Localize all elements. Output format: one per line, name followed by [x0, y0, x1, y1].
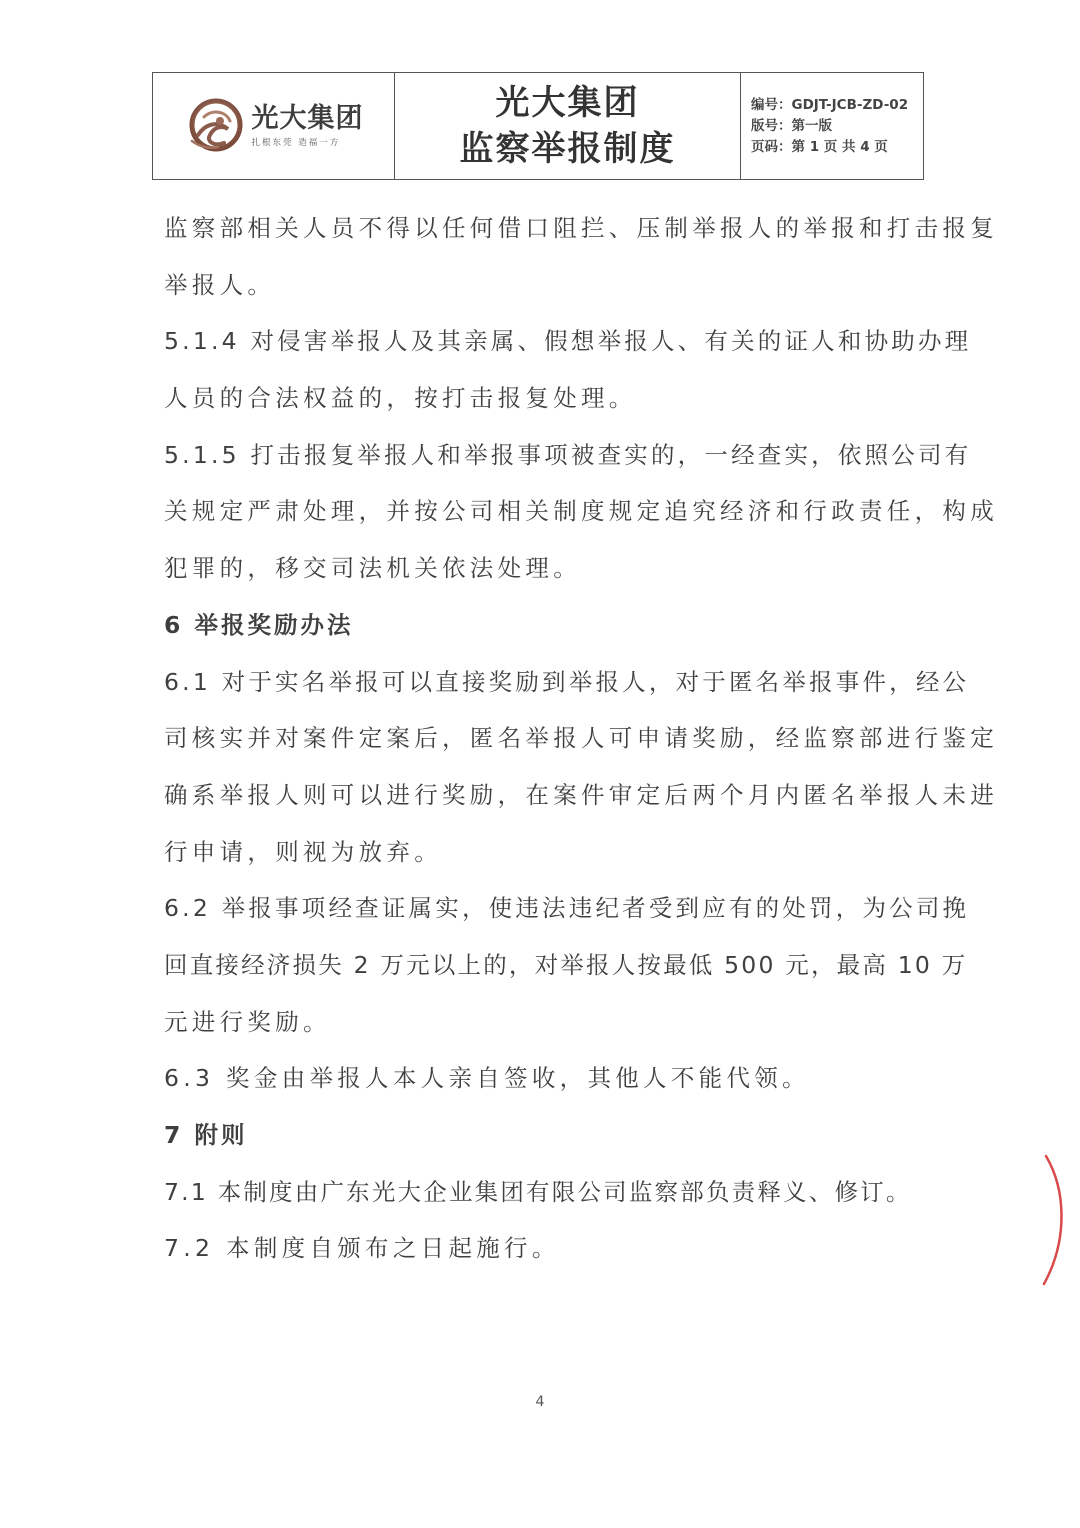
- body-line: 行申请，则视为放弃。: [164, 837, 442, 866]
- body-line: 6.3 奖金由举报人本人亲自签收，其他人不能代领。: [164, 1064, 810, 1093]
- meta-cell: [741, 73, 923, 179]
- title-cell: [395, 73, 741, 179]
- logo-cell: [153, 73, 395, 179]
- body-line: 犯罪的，移交司法机关依法处理。: [164, 554, 581, 583]
- section-heading: 6 举报奖励办法: [164, 610, 354, 639]
- body-line: 5.1.4 对侵害举报人及其亲属、假想举报人、有关的证人和协助办理: [164, 327, 972, 356]
- logo-name: 光大集团: [251, 102, 364, 134]
- body-line: 回直接经济损失 2 万元以上的，对举报人按最低 500 元，最高 10 万: [164, 950, 968, 979]
- body-line: 7.1 本制度由广东光大企业集团有限公司监察部负责释义、修订。: [164, 1177, 912, 1206]
- body-line: 6.2 举报事项经查证属实，使违法违纪者受到应有的处罚，为公司挽: [164, 894, 970, 923]
- seal-edge-mark: [1040, 1150, 1070, 1290]
- page-number: 4: [535, 1394, 545, 1410]
- body-line: 确系举报人则可以进行奖励，在案件审定后两个月内匿名举报人未进: [164, 780, 998, 809]
- body-line: 5.1.5 打击报复举报人和举报事项被查实的，一经查实，依照公司有: [164, 440, 972, 469]
- body-line: 元进行奖励。: [164, 1007, 331, 1036]
- body-line: 监察部相关人员不得以任何借口阻拦、压制举报人的举报和打击报复: [164, 214, 998, 242]
- document-body: [164, 200, 998, 1277]
- body-line: 人员的合法权益的，按打击报复处理。: [164, 384, 637, 413]
- document-title: 监察举报制度: [459, 129, 676, 169]
- doc-version: 版号：第一版: [751, 117, 832, 134]
- body-line: 司核实并对案件定案后，匿名举报人可申请奖励，经监察部进行鉴定: [164, 724, 998, 753]
- body-line: 6.1 对于实名举报可以直接奖励到举报人，对于匿名举报事件，经公: [164, 667, 970, 696]
- body-line: 关规定严肃处理，并按公司相关制度规定追究经济和行政责任，构成: [164, 497, 998, 526]
- company-title: 光大集团: [495, 83, 640, 123]
- doc-number: 编号：GDJT-JCB-ZD-02: [751, 96, 909, 113]
- document-header: [152, 72, 924, 180]
- company-logo-icon: [184, 95, 246, 157]
- logo-slogan: 扎根东莞 造福一方: [251, 138, 341, 149]
- page-info: 页码：第 1 页 共 4 页: [751, 138, 888, 155]
- section-heading: 7 附则: [164, 1121, 248, 1149]
- body-line: 举报人。: [164, 270, 276, 299]
- body-line: 7.2 本制度自颁布之日起施行。: [164, 1234, 560, 1263]
